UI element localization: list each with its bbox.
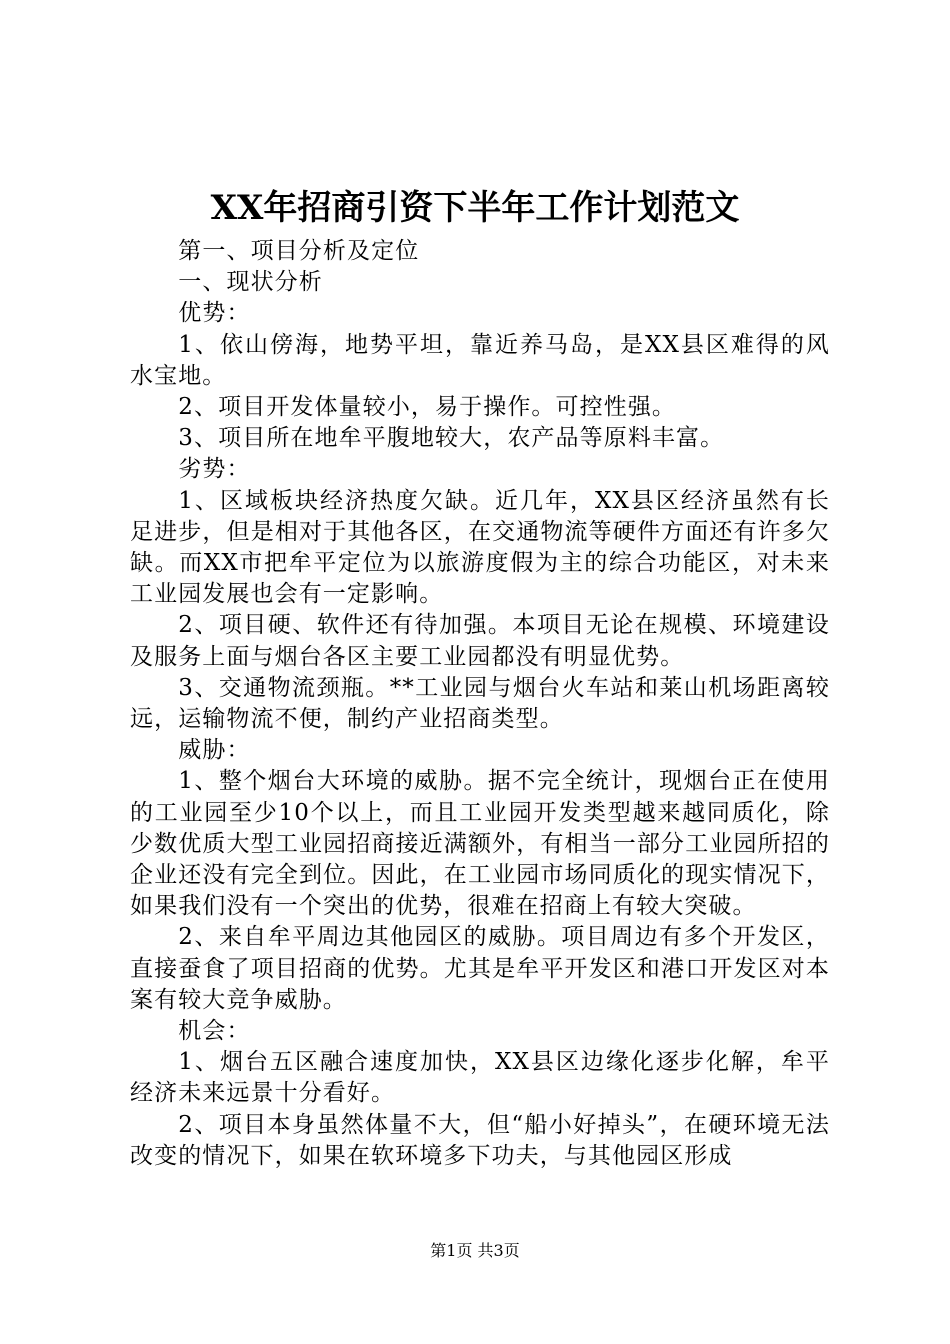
paragraph: 3、项目所在地牟平腹地较大，农产品等原料丰富。 <box>178 425 725 452</box>
document-title: XX年招商引资下半年工作计划范文 <box>210 188 740 228</box>
page-footer: 第1页 共3页 <box>430 1241 520 1260</box>
paragraph: 2、来自牟平周边其他园区的威胁。项目周边有多个开发区，直接蚕食了项目招商的优势。尤其是牟平开发区和港口开发区对本案有较大竞争威胁。 <box>130 924 830 1013</box>
paragraph: 威胁： <box>178 737 251 764</box>
paragraph: 2、项目开发体量较小，易于操作。可控性强。 <box>178 394 677 421</box>
paragraph: 1、区域板块经济热度欠缺。近几年，XX县区经济虽然有长足进步，但是相对于其他各区，在交通物流等硬件方面还有许多欠缺。而XX市把牟平定位为以旅游度假为主的综合功能区，对未来工业园发展也会有一定影响。 <box>130 487 830 608</box>
paragraph: 1、烟台五区融合速度加快，XX县区边缘化逐步化解，牟平经济未来远景十分看好。 <box>130 1049 830 1107</box>
paragraph: 1、整个烟台大环境的威胁。据不完全统计，现烟台正在使用的工业园至少10个以上，而且工业园开发类型越来越同质化，除少数优质大型工业园招商接近满额外，有相当一部分工业园所招的企业还没有完全到位。因此，在工业园市场同质化的现实情况下，如果我们没有一个突出的优势，很难在招商上有较大突破。 <box>130 768 830 920</box>
paragraph: 一、现状分析 <box>178 269 323 296</box>
paragraph: 2、项目本身虽然体量不大，但“船小好掉头”，在硬环境无法改变的情况下，如果在软环境多下功夫，与其他园区形成 <box>130 1111 830 1169</box>
paragraph: 3、交通物流颈瓶。**工业园与烟台火车站和莱山机场距离较远，运输物流不便，制约产业招商类型。 <box>130 674 830 733</box>
paragraph: 第一、项目分析及定位 <box>178 238 420 264</box>
document-body <box>130 236 830 1172</box>
paragraph: 劣势： <box>178 456 251 483</box>
paragraph: 优势： <box>178 300 251 327</box>
paragraph: 2、项目硬、软件还有待加强。本项目无论在规模、环境建设及服务上面与烟台各区主要工业园都没有明显优势。 <box>130 612 830 670</box>
paragraph: 机会： <box>178 1018 251 1045</box>
paragraph: 1、依山傍海，地势平坦，靠近养马岛，是XX县区难得的风水宝地。 <box>130 331 830 389</box>
